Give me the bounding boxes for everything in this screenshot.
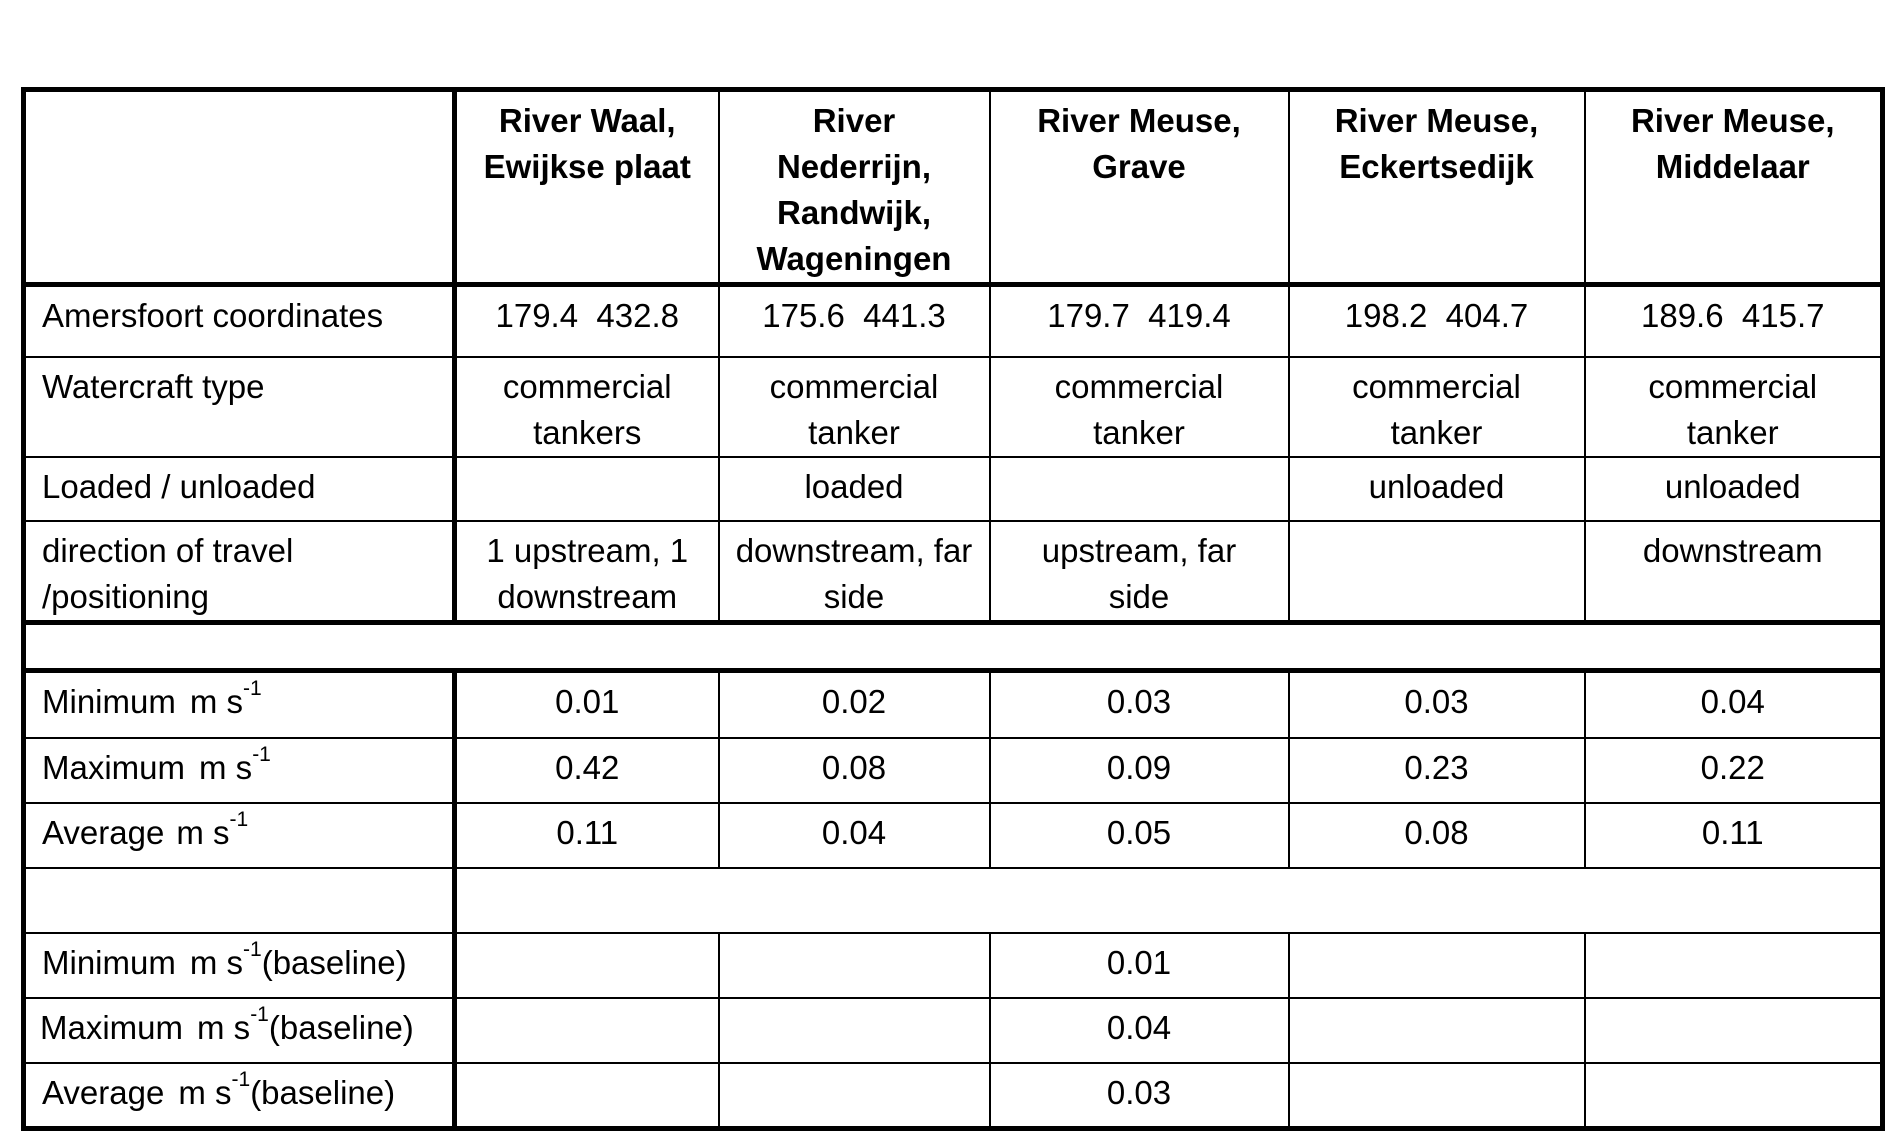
table-cell xyxy=(1289,998,1585,1063)
unit-exponent: -1 xyxy=(231,1068,251,1092)
table-cell: 0.03 xyxy=(990,1063,1289,1128)
table-cell xyxy=(719,933,990,998)
table-row xyxy=(24,285,1883,357)
table-cell: commercial tanker xyxy=(990,357,1289,457)
unit-text: m s xyxy=(189,682,244,720)
unit-exponent: -1 xyxy=(243,938,262,962)
column-header: River Meuse, Grave xyxy=(990,90,1289,285)
column-header: River Meuse, Middelaar xyxy=(1585,90,1883,285)
table-cell: 0.22 xyxy=(1585,738,1883,803)
table-cell: upstream, far side xyxy=(990,521,1289,623)
table-cell: commercial tanker xyxy=(1289,357,1585,457)
unit-text: m s xyxy=(178,1074,232,1111)
table-cell: 0.04 xyxy=(990,998,1289,1063)
table-cell: 0.23 xyxy=(1289,738,1585,803)
row-label xyxy=(24,933,455,998)
row-label xyxy=(24,670,455,738)
row-label xyxy=(24,738,455,803)
unit-text: m s xyxy=(189,944,244,981)
table-cell: 0.01 xyxy=(990,933,1289,998)
spacer-row xyxy=(24,622,1883,670)
table-cell: commercial tanker xyxy=(1585,357,1883,457)
row-label xyxy=(24,1063,455,1128)
table-row xyxy=(24,1063,1883,1128)
table-cell: 0.03 xyxy=(990,670,1289,738)
table-cell: 179.7 419.4 xyxy=(990,285,1289,357)
table-cell xyxy=(1289,1063,1585,1128)
table-cell xyxy=(1289,933,1585,998)
unit-exponent: -1 xyxy=(252,743,271,767)
table-cell: 0.04 xyxy=(1585,670,1883,738)
table-cell xyxy=(455,1063,719,1128)
table-cell xyxy=(1289,521,1585,623)
baseline-suffix: (baseline) xyxy=(250,1074,396,1111)
row-label xyxy=(24,803,455,868)
table-row xyxy=(24,457,1883,521)
row-label-text: Maximum xyxy=(40,1009,184,1046)
column-header: River Nederrijn, Randwijk, Wageningen xyxy=(719,90,990,285)
row-label xyxy=(24,998,455,1063)
table-cell: 1 upstream, 1 downstream xyxy=(455,521,719,623)
table-cell: 0.02 xyxy=(719,670,990,738)
table-cell: downstream xyxy=(1585,521,1883,623)
column-header: River Meuse, Eckertsedijk xyxy=(1289,90,1585,285)
column-header: River Waal, Ewijkse plaat xyxy=(455,90,719,285)
table-cell: 198.2 404.7 xyxy=(1289,285,1585,357)
table-cell xyxy=(719,998,990,1063)
table-cell: 189.6 415.7 xyxy=(1585,285,1883,357)
table-row xyxy=(24,357,1883,457)
table-cell: 0.08 xyxy=(719,738,990,803)
table-cell xyxy=(1585,933,1883,998)
unit-exponent: -1 xyxy=(250,1003,269,1027)
row-label-text: Average xyxy=(42,1074,165,1111)
unit-text: m s xyxy=(199,749,253,786)
unit-exponent: -1 xyxy=(229,808,249,832)
table-row xyxy=(24,521,1883,623)
table-row xyxy=(24,670,1883,738)
table-cell: 0.09 xyxy=(990,738,1289,803)
spacer-cell xyxy=(455,868,1883,933)
row-label-text: Average xyxy=(42,814,165,851)
river-measurements-table xyxy=(21,87,1885,1131)
table-cell: unloaded xyxy=(1289,457,1585,521)
table-cell: loaded xyxy=(719,457,990,521)
table-row xyxy=(24,738,1883,803)
table-cell: 0.42 xyxy=(455,738,719,803)
table-cell: 0.05 xyxy=(990,803,1289,868)
table-cell xyxy=(455,933,719,998)
unit-text: m s xyxy=(176,814,230,851)
table-row xyxy=(24,933,1883,998)
spacer-cell xyxy=(24,622,1883,670)
table-row xyxy=(24,803,1883,868)
table-cell: 0.11 xyxy=(455,803,719,868)
spacer-row xyxy=(24,868,1883,933)
table-cell xyxy=(1585,998,1883,1063)
unit-text: m s xyxy=(197,1009,251,1046)
table-cell xyxy=(1585,1063,1883,1128)
header-corner-cell xyxy=(24,90,455,285)
row-label: Amersfoort coordinates xyxy=(24,285,455,357)
table-cell: downstream, far side xyxy=(719,521,990,623)
row-label-text: Minimum xyxy=(42,944,176,981)
row-label-text: Maximum xyxy=(42,749,186,786)
table-cell xyxy=(455,998,719,1063)
table-cell: 175.6 441.3 xyxy=(719,285,990,357)
row-label: Loaded / unloaded xyxy=(24,457,455,521)
baseline-suffix: (baseline) xyxy=(268,1009,414,1046)
row-label: Watercraft type xyxy=(24,357,455,457)
table-cell: 0.11 xyxy=(1585,803,1883,868)
table-cell: commercial tankers xyxy=(455,357,719,457)
table-cell: 0.03 xyxy=(1289,670,1585,738)
table-cell: 179.4 432.8 xyxy=(455,285,719,357)
table-row xyxy=(24,998,1883,1063)
table-cell xyxy=(990,457,1289,521)
baseline-suffix: (baseline) xyxy=(261,944,407,981)
table-cell: 0.04 xyxy=(719,803,990,868)
unit-exponent: -1 xyxy=(243,676,262,700)
table-cell: unloaded xyxy=(1585,457,1883,521)
spacer-cell xyxy=(24,868,455,933)
table-cell xyxy=(719,1063,990,1128)
header-row xyxy=(24,90,1883,285)
table-cell: commercial tanker xyxy=(719,357,990,457)
table-cell xyxy=(455,457,719,521)
table-cell: 0.08 xyxy=(1289,803,1585,868)
table-cell: 0.01 xyxy=(455,670,719,738)
row-label: direction of travel /positioning xyxy=(24,521,455,623)
row-label-text: Minimum xyxy=(42,682,176,720)
